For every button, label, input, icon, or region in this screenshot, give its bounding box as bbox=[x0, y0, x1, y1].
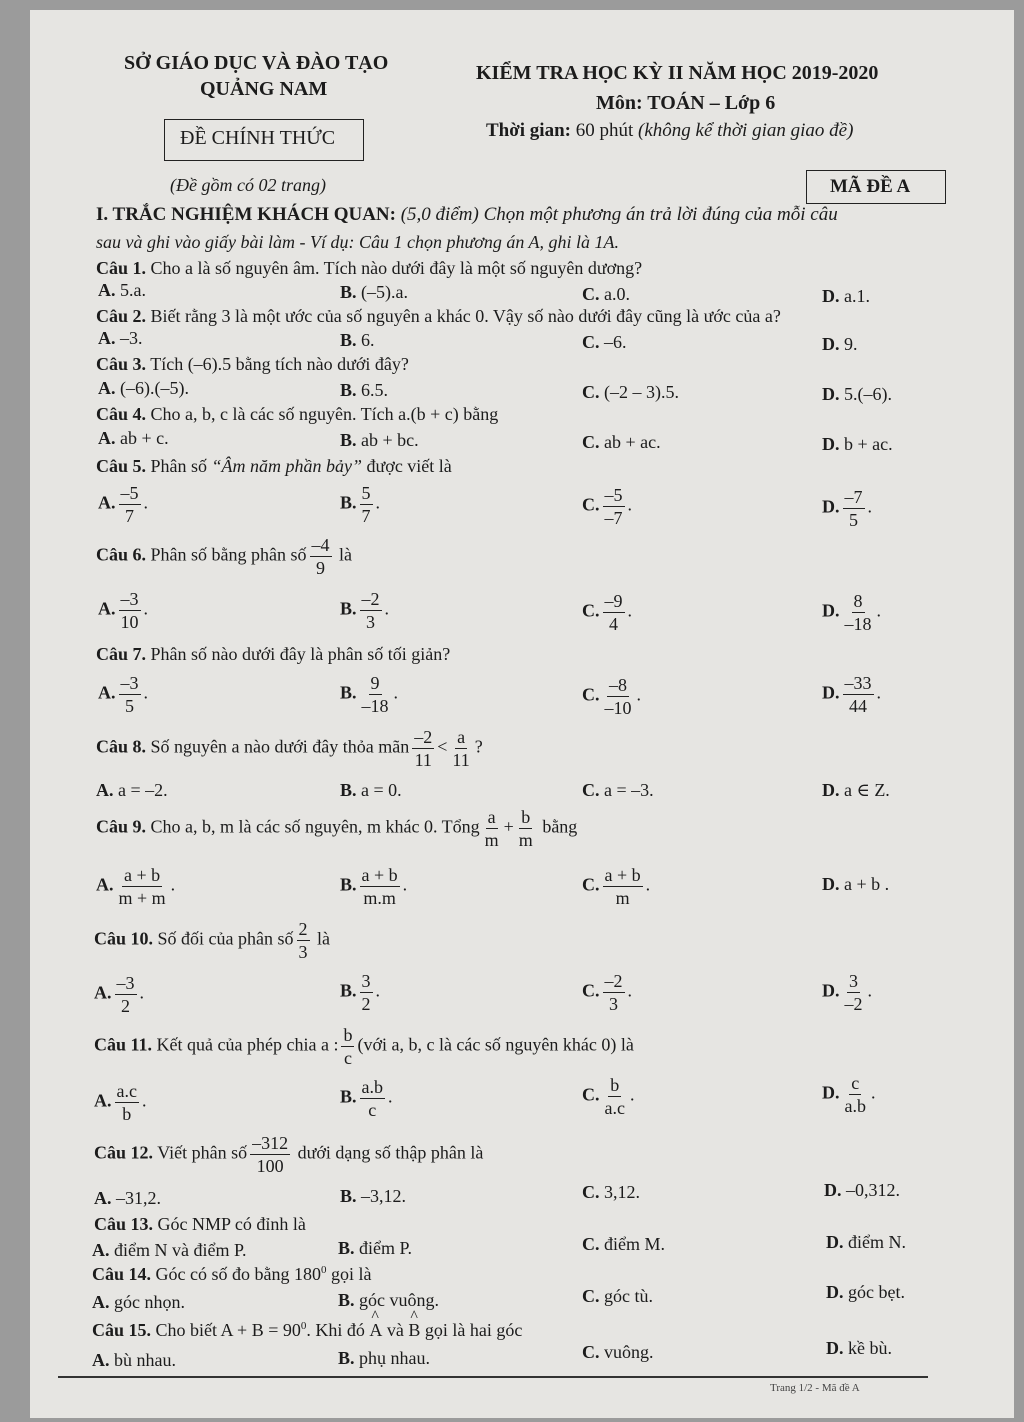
subject: Môn: TOÁN – Lớp 6 bbox=[596, 92, 776, 114]
q15-option-b: B. phụ nhau. bbox=[338, 1348, 431, 1368]
time-value: 60 phút bbox=[575, 120, 634, 141]
q14-option-b: B. góc vuông. bbox=[338, 1290, 440, 1310]
section1-instr1: Chọn một phương án trả lời đúng của mỗi câu bbox=[483, 204, 838, 225]
q1-option-a: A. 5.a. bbox=[98, 280, 146, 300]
question-13: Câu 13. Góc NMP có đỉnh là bbox=[94, 1214, 306, 1234]
question-11: Câu 11. Kết quả của phép chia a : $\frac{b}{c}$ (với a, b, c là các số nguyên khác 0) là bbox=[94, 1025, 634, 1068]
exam-title: KIỂM TRA HỌC KỲ II NĂM HỌC 2019-2020 bbox=[476, 62, 879, 84]
q5-option-b: B. $\frac{5}{7}$ . bbox=[340, 483, 381, 526]
q14-option-a: A. góc nhọn. bbox=[92, 1292, 185, 1312]
question-5: Câu 5. Phân số “Âm năm phần bảy” được viết là bbox=[96, 456, 452, 476]
question-2: Câu 2. Biết rằng 3 là một ước của số nguyên a khác 0. Vậy số nào dưới đây cũng là ước của a? bbox=[96, 306, 781, 326]
q7-option-a: A. $\frac{-3}{5}$ . bbox=[98, 673, 148, 716]
page-note: (Đề gồm có 02 trang) bbox=[170, 175, 326, 195]
code-badge-label: MÃ ĐỀ A bbox=[830, 176, 911, 197]
q11-option-b: B. $\frac{a.b}{c}$ . bbox=[340, 1077, 393, 1120]
q2-option-a: A. –3. bbox=[98, 328, 143, 348]
q6-option-a: A. $\frac{-3}{10}$ . bbox=[98, 589, 148, 632]
q6-option-c: C. $\frac{-9}{4}$ . bbox=[582, 591, 632, 634]
q4-option-c: C. ab + ac. bbox=[582, 432, 661, 452]
q3-option-b: B. 6.5. bbox=[340, 380, 389, 400]
q8-option-b: B. a = 0. bbox=[340, 780, 402, 800]
q15-option-c: C. vuông. bbox=[582, 1342, 654, 1362]
q1-option-c: C. a.0. bbox=[582, 284, 630, 304]
q6-option-d: D. $\frac{8}{-18}$ . bbox=[822, 591, 881, 634]
footer-divider bbox=[58, 1376, 928, 1378]
q13-option-b: B. điểm P. bbox=[338, 1238, 413, 1258]
q13-option-d: D. điểm N. bbox=[826, 1232, 906, 1252]
q2-option-b: B. 6. bbox=[340, 330, 375, 350]
q10-option-b: B. $\frac{3}{2}$ . bbox=[340, 971, 381, 1014]
question-15: Câu 15. Cho biết $A + B = 90^0$. Khi đó ^ A và ^ B gọi là hai góc bbox=[92, 1320, 522, 1341]
question-9: Câu 9. Cho a, b, m là các số nguyên, m khác 0. Tổng $\frac{a}{m}$ + $\frac{b}{m}$ bằng bbox=[96, 807, 578, 850]
q7-option-d: D. $\frac{-33}{44}$ . bbox=[822, 673, 881, 716]
q11-option-d: D. $\frac{c}{a.b}$ . bbox=[822, 1073, 876, 1116]
q4-option-b: B. ab + bc. bbox=[340, 430, 419, 450]
question-8: Câu 8. Số nguyên a nào dưới đây thỏa mãn $\frac{-2}{11}$ < $\frac{a}{11}$ ? bbox=[96, 727, 483, 770]
q12-option-a: A. –31,2. bbox=[94, 1188, 161, 1208]
q3-option-c: C. (–2 – 3).5. bbox=[582, 382, 679, 402]
official-badge-label: ĐỀ CHÍNH THỨC bbox=[180, 127, 336, 149]
q7-option-b: B. $\frac{9}{-18}$ . bbox=[340, 673, 399, 716]
q8-option-c: C. a = –3. bbox=[582, 780, 654, 800]
org-line2: QUẢNG NAM bbox=[200, 78, 328, 100]
q10-option-c: C. $\frac{-2}{3}$ . bbox=[582, 971, 632, 1014]
footer-page-label: Trang 1/2 - Mã đề A bbox=[770, 1382, 860, 1394]
question-3: Câu 3. Tích (–6).5 bằng tích nào dưới đây? bbox=[96, 354, 409, 374]
q11-option-c: C. $\frac{b}{a.c}$ . bbox=[582, 1075, 635, 1118]
q7-option-c: C. $\frac{-8}{-10}$ . bbox=[582, 675, 641, 718]
q11-option-a: A. $\frac{a.c}{b}$ . bbox=[94, 1081, 147, 1124]
q9-option-a: A. $\frac{a + b}{m + m}$ . bbox=[96, 865, 176, 908]
time-note: (không kể thời gian giao đề) bbox=[638, 120, 854, 141]
q12-option-b: B. –3,12. bbox=[340, 1186, 407, 1206]
q2-option-c: C. –6. bbox=[582, 332, 627, 352]
q12-option-d: D. –0,312. bbox=[824, 1180, 900, 1200]
q1-option-b: B. (–5).a. bbox=[340, 282, 408, 302]
q15-option-d: D. kề bù. bbox=[826, 1338, 892, 1358]
q13-option-c: C. điểm M. bbox=[582, 1234, 665, 1254]
question-14: Câu 14. Góc có số đo bằng $180^0$ gọi là bbox=[92, 1264, 372, 1284]
section1-title: I. TRẮC NGHIỆM KHÁCH QUAN: bbox=[96, 204, 396, 225]
q12-option-c: C. 3,12. bbox=[582, 1182, 640, 1202]
q10-option-a: A. $\frac{-3}{2}$ . bbox=[94, 973, 144, 1016]
question-12: Câu 12. Viết phân số $\frac{-312}{100}$ dưới dạng số thập phân là bbox=[94, 1133, 484, 1176]
q9-option-c: C. $\frac{a + b}{m}$ . bbox=[582, 865, 651, 908]
section1-instr2: sau và ghi vào giấy bài làm - Ví dụ: Câu 1 chọn phương án A, ghi là 1A. bbox=[96, 232, 620, 252]
q4-option-d: D. b + ac. bbox=[822, 434, 893, 454]
question-7: Câu 7. Phân số nào dưới đây là phân số tối giản? bbox=[96, 644, 451, 664]
q2-option-d: D. 9. bbox=[822, 334, 858, 354]
q1-option-d: D. a.1. bbox=[822, 286, 870, 306]
q14-option-d: D. góc bẹt. bbox=[826, 1282, 905, 1302]
section1-line1 bbox=[96, 204, 838, 226]
time-line bbox=[486, 120, 853, 142]
q10-option-d: D. $\frac{3}{-2}$ . bbox=[822, 971, 872, 1014]
q3-option-d: D. 5.(–6). bbox=[822, 384, 892, 404]
time-label: Thời gian: bbox=[486, 120, 571, 141]
question-6: Câu 6. Phân số bằng phân số $\frac{-4}{9}$ là bbox=[96, 535, 353, 578]
question-4: Câu 4. Cho a, b, c là các số nguyên. Tích a.(b + c) bằng bbox=[96, 404, 499, 424]
q5-option-c: C. $\frac{-5}{-7}$ . bbox=[582, 485, 632, 528]
q6-option-b: B. $\frac{-2}{3}$ . bbox=[340, 589, 390, 632]
q14-option-c: C. góc tù. bbox=[582, 1286, 653, 1306]
q8-option-a: A. a = –2. bbox=[96, 780, 168, 800]
question-1: Câu 1. Cho a là số nguyên âm. Tích nào dưới đây là một số nguyên dương? bbox=[96, 258, 643, 278]
q9-option-b: B. $\frac{a + b}{m.m}$ . bbox=[340, 865, 408, 908]
q3-option-a: A. (–6).(–5). bbox=[98, 378, 189, 398]
question-10: Câu 10. Số đối của phân số $\frac{2}{3}$ là bbox=[94, 919, 330, 962]
q8-option-d: D. a ∈ Z. bbox=[822, 780, 890, 800]
q5-option-d: D. $\frac{-7}{5}$ . bbox=[822, 487, 872, 530]
q13-option-a: A. điểm N và điểm P. bbox=[92, 1240, 247, 1260]
org-line1: SỞ GIÁO DỤC VÀ ĐÀO TẠO bbox=[124, 52, 389, 74]
q15-option-a: A. bù nhau. bbox=[92, 1350, 176, 1370]
section1-points: (5,0 điểm) bbox=[400, 204, 479, 225]
q4-option-a: A. ab + c. bbox=[98, 428, 169, 448]
q9-option-d: D. a + b . bbox=[822, 874, 890, 894]
q5-option-a: A. $\frac{-5}{7}$ . bbox=[98, 483, 148, 526]
